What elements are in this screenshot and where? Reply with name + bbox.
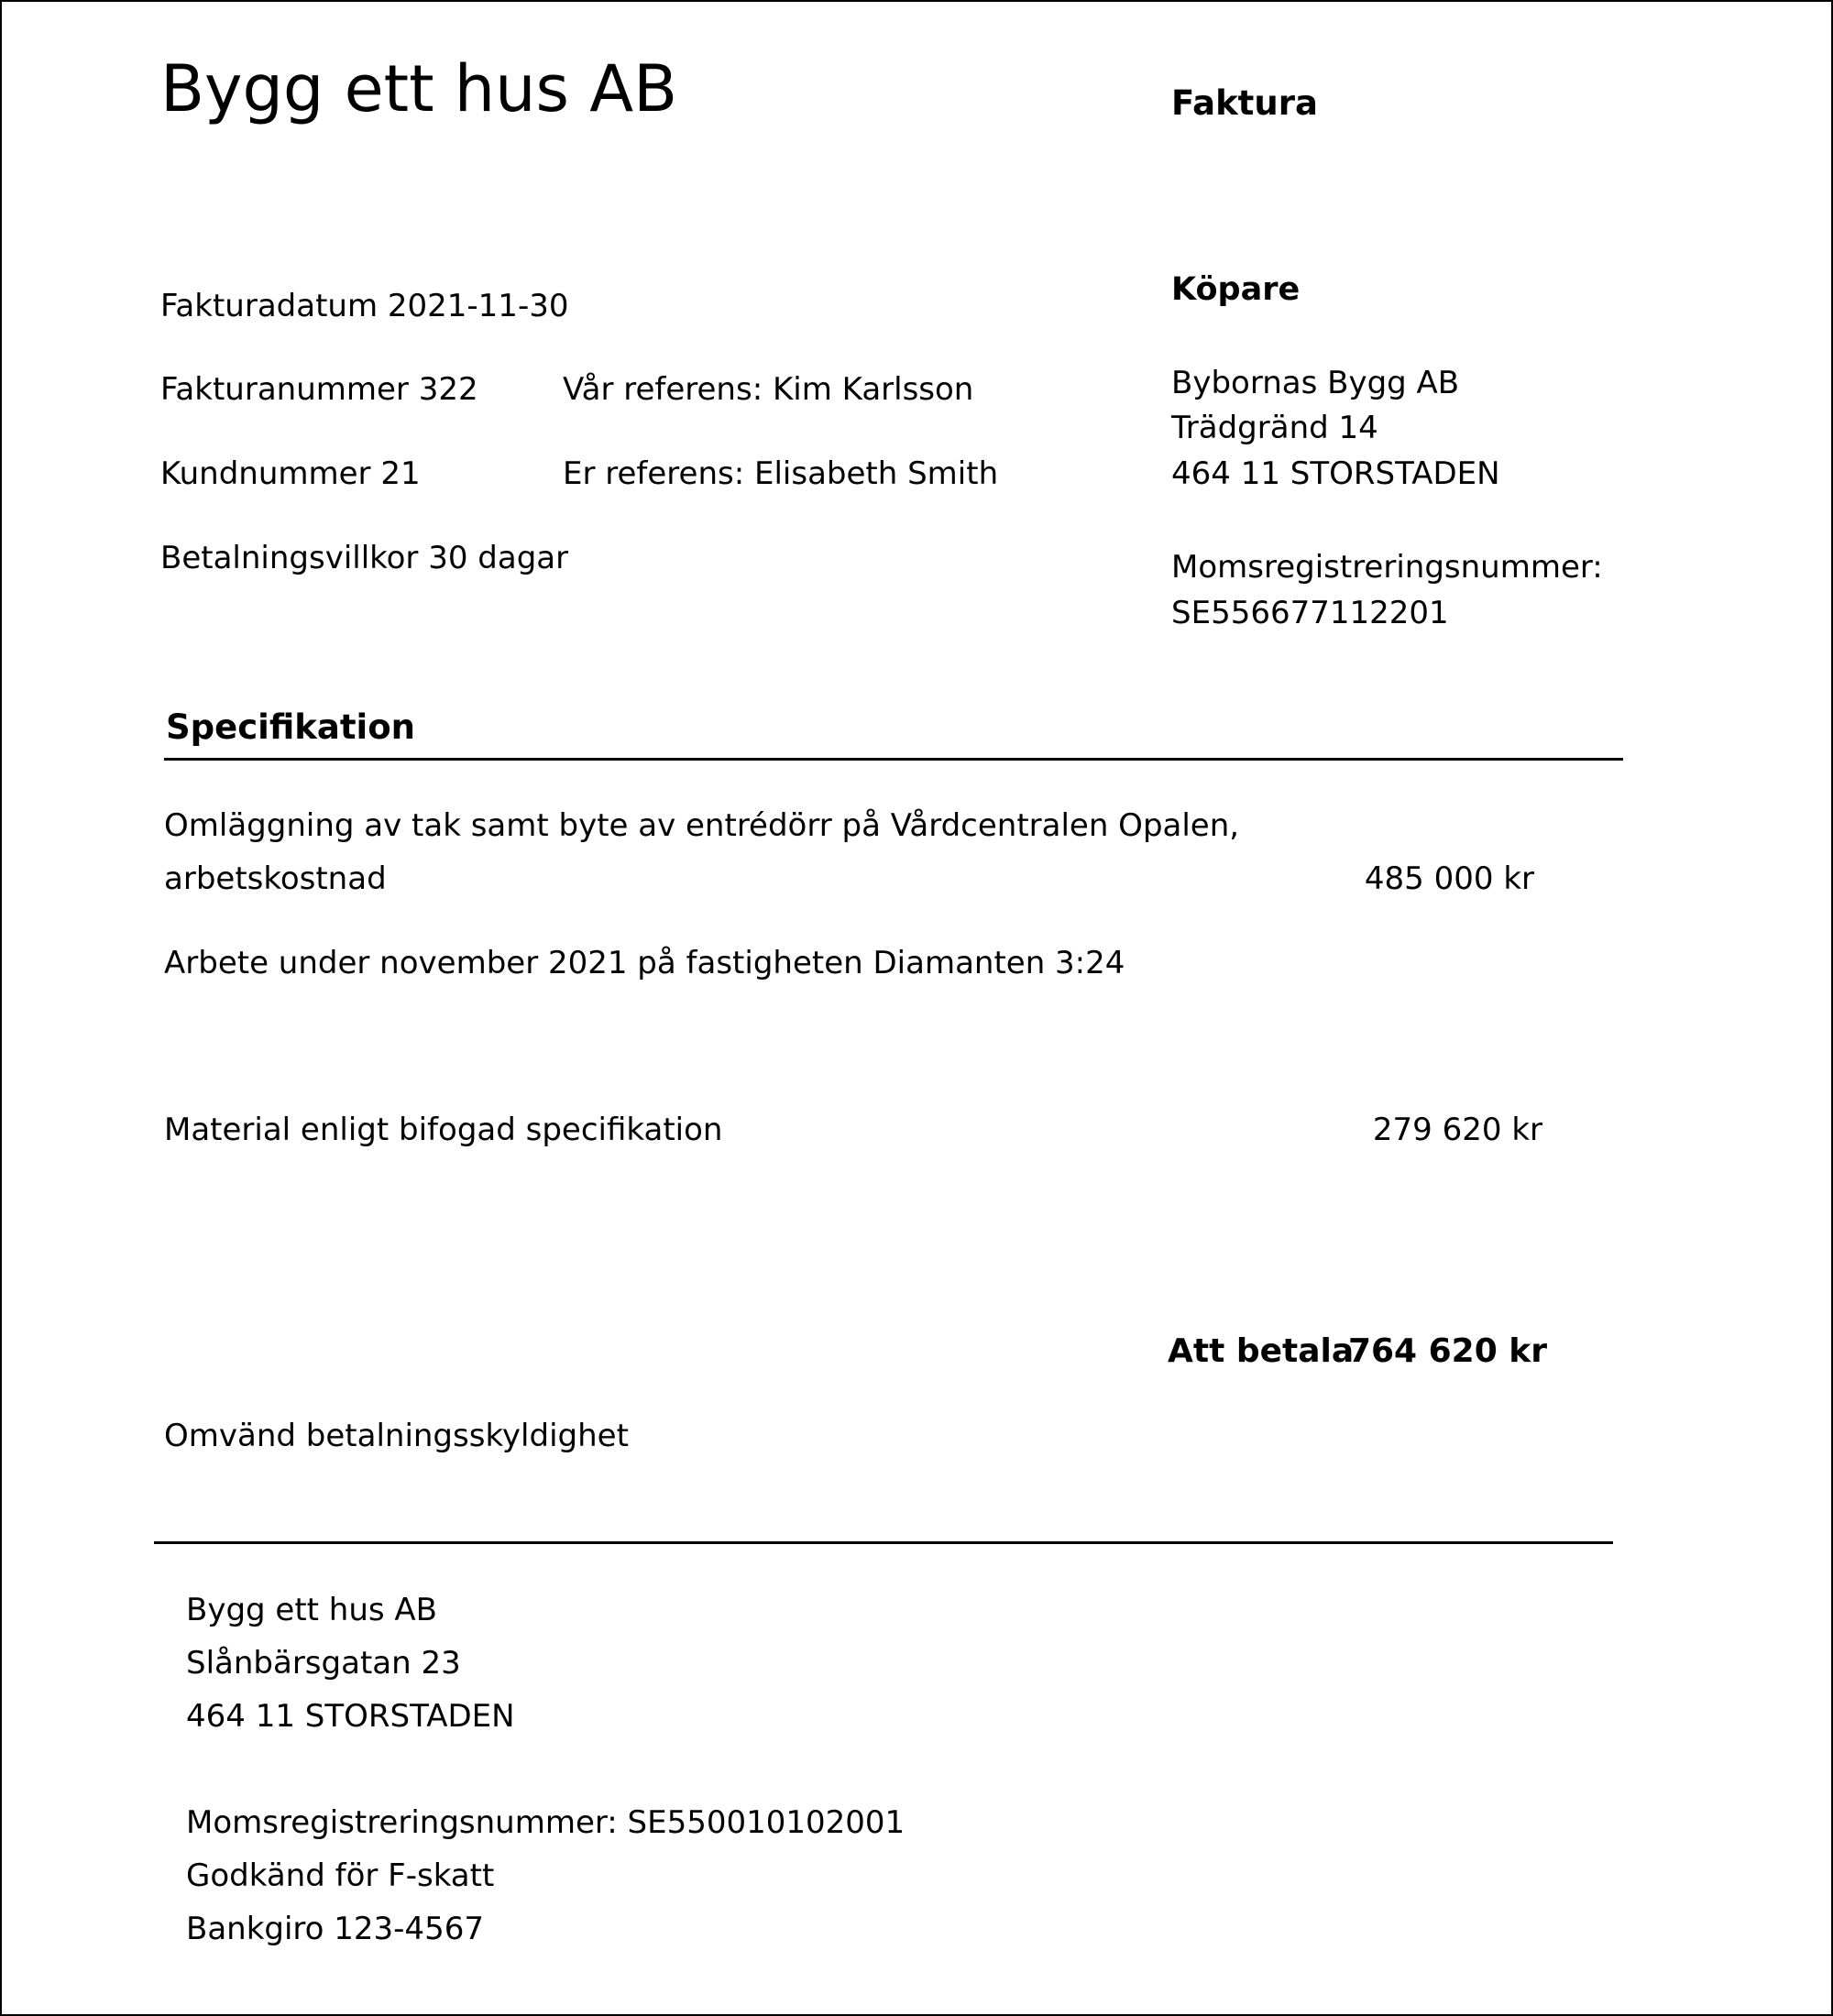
specification-heading: Specifikation: [166, 707, 415, 747]
footer-bankgiro: Bankgiro 123-4567: [186, 1911, 484, 1947]
buyer-city: 464 11 STORSTADEN: [1171, 455, 1500, 492]
reverse-charge-note: Omvänd betalningsskyldighet: [164, 1418, 629, 1454]
spec-item-1-line1: Omläggning av tak samt byte av entrédörr på Vårdcentralen Opalen,: [164, 807, 1240, 844]
footer-divider: [154, 1541, 1613, 1544]
your-reference: Er referens: Elisabeth Smith: [563, 455, 999, 492]
spec-item-1-amount: 485 000 kr: [1364, 860, 1534, 897]
invoice-date: Fakturadatum 2021-11-30: [160, 288, 569, 324]
buyer-heading: Köpare: [1171, 271, 1301, 308]
specification-divider: [164, 758, 1623, 761]
document-type: Faktura: [1171, 83, 1318, 123]
buyer-name: Bybornas Bygg AB: [1171, 365, 1460, 401]
invoice-number: Fakturanummer 322: [160, 371, 478, 408]
total-label: Att betala: [1168, 1332, 1355, 1370]
spec-item-2-line1: Arbete under november 2021 på fastigheten Diamanten 3:24: [164, 945, 1125, 981]
spec-item-3-line1: Material enligt bifogad specifikation: [164, 1112, 723, 1148]
total-amount: 764 620 kr: [1347, 1332, 1547, 1370]
payment-terms: Betalningsvillkor 30 dagar: [160, 540, 569, 576]
company-name: Bygg ett hus AB: [160, 51, 678, 126]
footer-vat: Momsregistreringsnummer: SE550010102001: [186, 1804, 906, 1841]
footer-city: 464 11 STORSTADEN: [186, 1698, 515, 1735]
footer-f-tax: Godkänd för F-skatt: [186, 1857, 495, 1894]
buyer-vat-number: SE556677112201: [1171, 595, 1449, 631]
spec-item-3-amount: 279 620 kr: [1372, 1112, 1542, 1148]
our-reference: Vår referens: Kim Karlsson: [563, 371, 974, 408]
customer-number: Kundnummer 21: [160, 455, 421, 492]
buyer-vat-label: Momsregistreringsnummer:: [1171, 549, 1603, 586]
buyer-street: Trädgränd 14: [1171, 410, 1378, 446]
footer-company-name: Bygg ett hus AB: [186, 1592, 438, 1628]
spec-item-1-line2: arbetskostnad: [164, 860, 387, 897]
footer-street: Slånbärsgatan 23: [186, 1645, 461, 1682]
